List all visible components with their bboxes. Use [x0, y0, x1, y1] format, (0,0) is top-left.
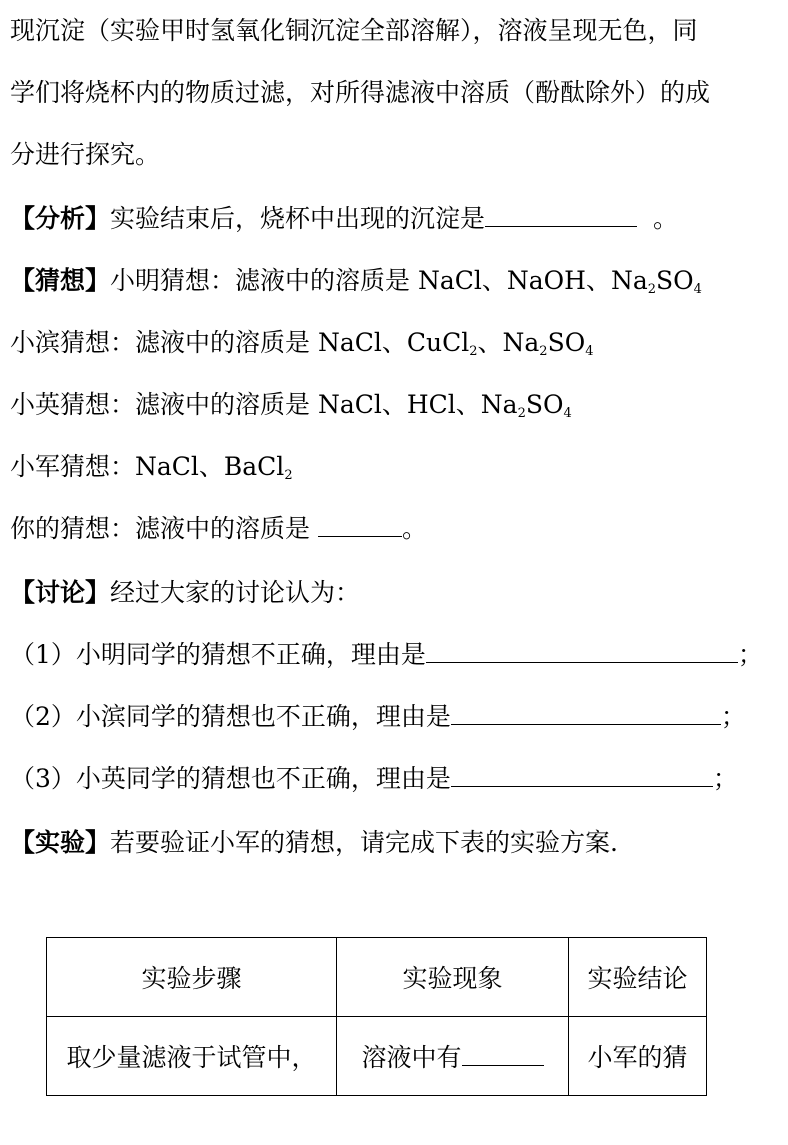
guess-you-line	[10, 512, 427, 546]
question-1-text: （1）小明同学的猜想不正确，理由是	[10, 640, 426, 669]
subscript: 2	[517, 406, 526, 421]
subscript: 2	[647, 282, 657, 297]
experiment-table	[46, 937, 707, 1096]
guess-ming-line	[10, 264, 702, 307]
intro-line-3: 分进行探究。	[10, 140, 161, 169]
guess-bin-text-3: SO	[547, 328, 586, 357]
analysis-end: 。	[652, 204, 678, 233]
experiment-line	[10, 826, 618, 860]
intro-line-2: 学们将烧杯内的物质过滤，对所得滤液中溶质（酚酞除外）的成	[10, 78, 711, 107]
question-3-end: ；	[712, 764, 738, 793]
cell-conclusion: 小军的猜	[569, 1017, 707, 1096]
subscript: 2	[469, 344, 478, 359]
discussion-text: 经过大家的讨论认为：	[110, 578, 361, 607]
subscript: 4	[693, 282, 702, 297]
analysis-tag: 【分析】	[10, 204, 111, 233]
header-conclusion: 实验结论	[569, 938, 707, 1017]
question-3-text: （3）小英同学的猜想也不正确，理由是	[10, 764, 451, 793]
subscript: 2	[284, 468, 293, 483]
subscript: 2	[539, 344, 548, 359]
discussion-line	[10, 576, 360, 610]
guess-ming-text-2: SO	[656, 266, 694, 295]
guess-bin-line	[10, 326, 593, 369]
subscript: 4	[585, 344, 594, 359]
experiment-text: 若要验证小军的猜想，请完成下表的实验方案.	[110, 828, 618, 857]
guess-bin-text-2: 、Na	[477, 328, 540, 357]
question-2-blank[interactable]	[451, 700, 721, 725]
header-phenomenon: 实验现象	[337, 938, 569, 1017]
guess-tag: 【猜想】	[10, 266, 111, 295]
question-3-blank[interactable]	[451, 762, 713, 787]
question-1-end: ；	[737, 640, 763, 669]
guess-you-blank[interactable]	[318, 512, 402, 537]
subscript: 4	[563, 406, 572, 421]
header-step: 实验步骤	[47, 938, 337, 1017]
guess-you-end: 。	[401, 514, 427, 543]
discussion-tag: 【讨论】	[10, 578, 111, 607]
guess-jun-text: 小军猜想：NaCl、BaCl	[10, 452, 285, 481]
analysis-line	[10, 202, 678, 236]
guess-ying-line	[10, 388, 572, 431]
guess-ying-text: 小英猜想：滤液中的溶质是 NaCl、HCl、Na	[10, 390, 518, 419]
question-2-line	[10, 700, 746, 734]
guess-jun-line	[10, 450, 293, 493]
table-row	[47, 1017, 707, 1096]
question-2-end: ；	[720, 702, 746, 731]
guess-ying-text-2: SO	[525, 390, 564, 419]
phenomenon-blank[interactable]	[462, 1041, 544, 1066]
question-1-line	[10, 638, 763, 672]
guess-you-text: 你的猜想：滤液中的溶质是	[10, 514, 311, 543]
experiment-tag: 【实验】	[10, 828, 111, 857]
cell-phenomenon	[337, 1017, 569, 1096]
cell-phenomenon-text: 溶液中有	[361, 1043, 462, 1072]
analysis-text: 实验结束后，烧杯中出现的沉淀是	[110, 204, 486, 233]
analysis-blank[interactable]	[485, 202, 637, 227]
question-2-text: （2）小滨同学的猜想也不正确，理由是	[10, 702, 451, 731]
question-3-line	[10, 762, 738, 796]
guess-bin-text: 小滨猜想：滤液中的溶质是 NaCl、CuCl	[10, 328, 470, 357]
guess-ming-text: 小明猜想：滤液中的溶质是 NaCl、NaOH、Na	[110, 266, 648, 295]
intro-line-1: 现沉淀（实验甲时氢氧化铜沉淀全部溶解），溶液呈现无色，同	[10, 16, 698, 45]
table-header-row	[47, 938, 707, 1017]
cell-step: 取少量滤液于试管中，	[47, 1017, 337, 1096]
question-1-blank[interactable]	[426, 638, 738, 663]
